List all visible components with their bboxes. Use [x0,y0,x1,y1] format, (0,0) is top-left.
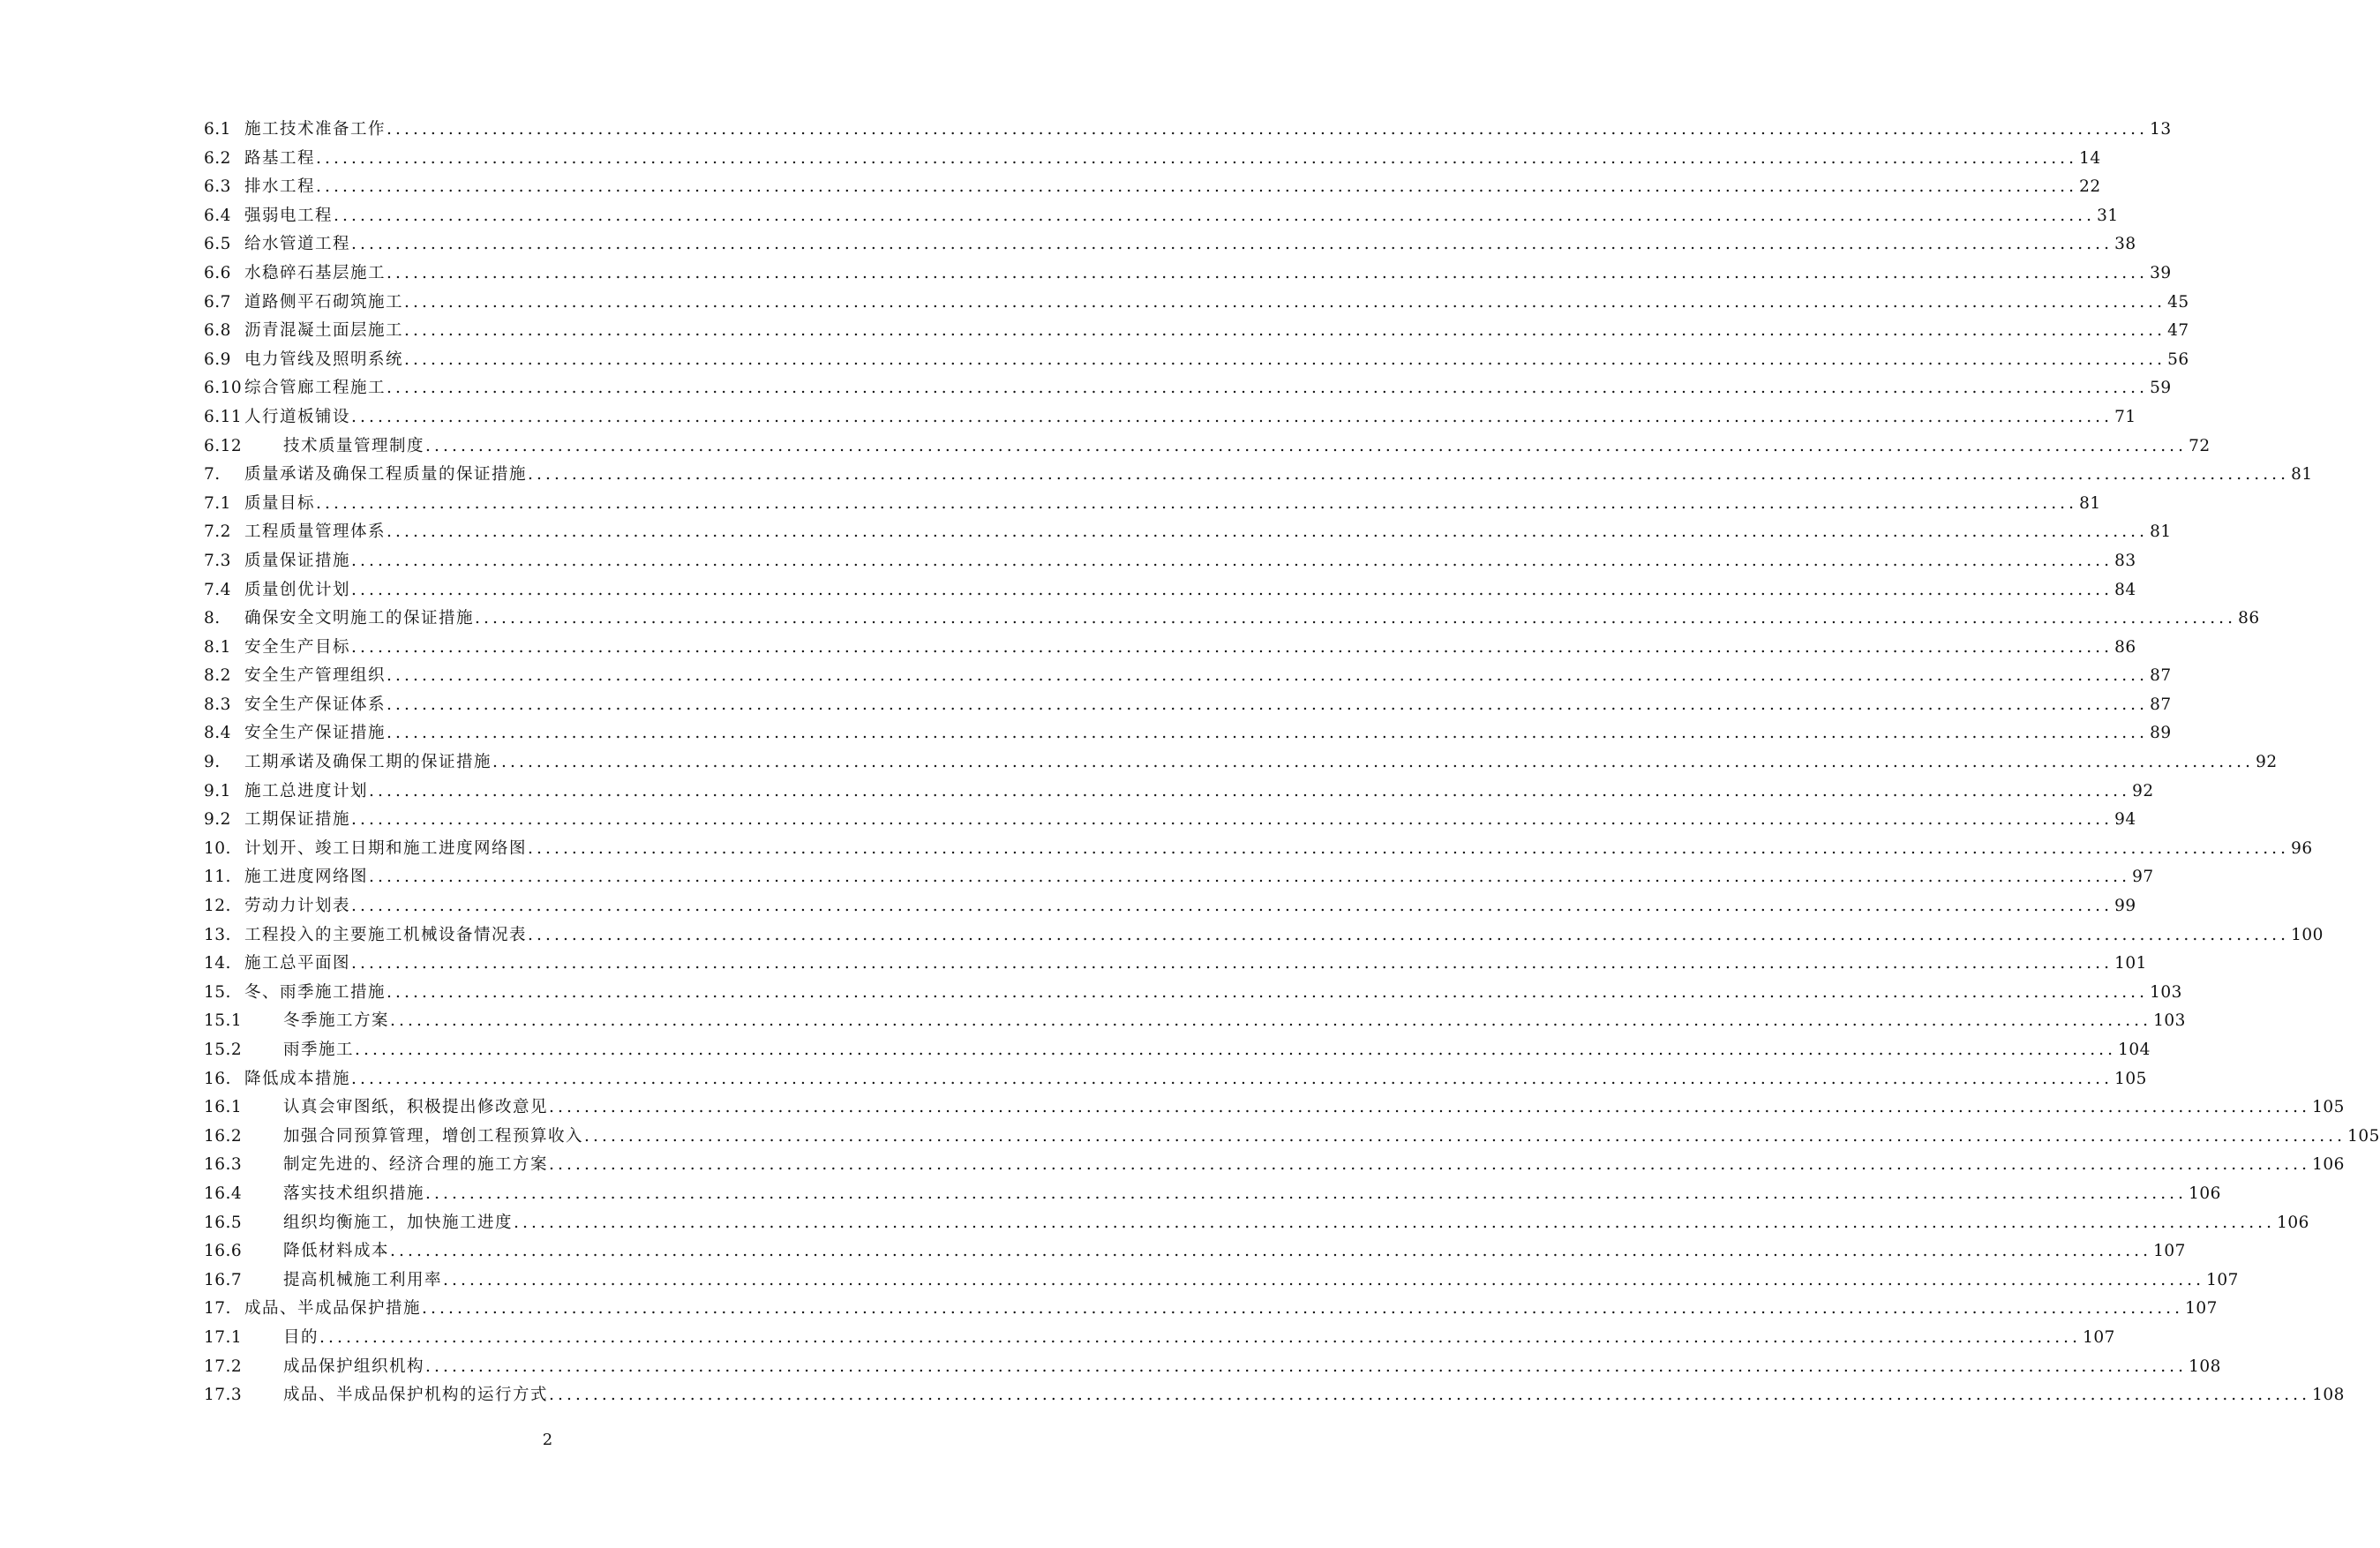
toc-dot-leader: ........................................................................................................................................................................................................ [369,868,2131,887]
toc-entry-title: 质量承诺及确保工程质量的保证措施 [244,465,528,485]
toc-dot-leader: ........................................................................................................................................................................................................ [387,666,2149,686]
toc-entry[interactable] [204,461,2313,490]
toc-entry[interactable] [204,806,2136,835]
toc-entry[interactable] [204,1295,2218,1324]
toc-entry-number: 9. [204,753,221,772]
toc-entry[interactable] [204,1353,2221,1382]
toc-entry-page: 22 [2079,177,2101,197]
toc-entry[interactable] [204,1324,2115,1353]
toc-entry-number: 16. [204,1069,231,1088]
toc-entry-title: 组织均衡施工，加快施工进度 [283,1213,514,1232]
toc-entry[interactable] [204,173,2101,202]
toc-entry-number: 13. [204,925,231,944]
toc-entry[interactable] [204,374,2172,403]
toc-entry[interactable] [204,576,2136,605]
toc-entry[interactable] [204,979,2182,1008]
toc-dot-leader: ........................................................................................................................................................................................................ [390,1011,2152,1031]
toc-entry-page: 100 [2291,925,2324,944]
toc-entry[interactable] [204,1266,2239,1296]
toc-dot-leader: ........................................................................................................................................................................................................ [492,753,2255,772]
toc-entry[interactable] [204,662,2172,691]
toc-entry-page: 104 [2118,1041,2151,1059]
toc-dot-leader: ........................................................................................................................................................................................................ [390,1242,2152,1261]
toc-entry-page: 39 [2150,263,2172,282]
toc-entry-title: 成品保护组织机构 [283,1356,425,1376]
toc-dot-leader: ........................................................................................................................................................................................................ [549,1155,2311,1175]
toc-entry[interactable] [204,748,2278,778]
toc-entry-page: 105 [2114,1069,2147,1088]
toc-entry[interactable] [204,432,2211,462]
toc-entry[interactable] [204,547,2136,576]
toc-entry-number: 11. [204,868,231,887]
toc-entry-page: 99 [2114,897,2136,916]
toc-entry[interactable] [204,1065,2147,1094]
toc-dot-leader: ........................................................................................................................................................................................................ [528,925,2290,944]
toc-entry-number: 16.1 [204,1098,243,1117]
toc-entry-number: 16.5 [204,1213,243,1232]
toc-entry-page: 87 [2150,695,2172,714]
toc-entry-number: 6.7 [204,292,231,312]
toc-entry-page: 84 [2114,580,2136,599]
toc-entry-title: 安全生产保证措施 [244,724,387,743]
toc-entry-page: 92 [2256,753,2278,772]
toc-entry-title: 施工技术准备工作 [244,120,387,139]
toc-entry-page: 89 [2150,724,2172,743]
toc-entry-title: 电力管线及照明系统 [244,349,404,369]
toc-entry-page: 92 [2132,781,2154,800]
toc-entry-title: 施工总平面图 [244,954,351,973]
toc-entry-title: 提高机械施工利用率 [283,1270,443,1289]
toc-entry-page: 97 [2132,868,2154,887]
toc-entry-number: 15. [204,982,231,1002]
toc-entry-title: 给水管道工程 [244,235,351,254]
toc-entry-number: 6.8 [204,321,231,341]
toc-entry-number: 12. [204,897,231,916]
toc-entry-page: 72 [2189,436,2211,455]
toc-dot-leader: ........................................................................................................................................................................................................ [387,982,2149,1002]
toc-entry-page: 14 [2079,148,2101,168]
toc-entry-page: 106 [2277,1213,2309,1232]
table-of-contents [204,116,2380,1410]
toc-dot-leader: ........................................................................................................................................................................................................ [316,493,2078,513]
toc-entry-number: 17.3 [204,1386,243,1405]
toc-entry[interactable] [204,1237,2186,1266]
toc-entry-page: 38 [2114,235,2136,254]
toc-entry-number: 6.9 [204,349,231,369]
toc-dot-leader: ........................................................................................................................................................................................................ [404,321,2166,341]
toc-entry-title: 水稳碎石基层施工 [244,263,387,282]
toc-entry-title: 人行道板铺设 [244,407,351,426]
toc-dot-leader: ........................................................................................................................................................................................................ [387,263,2149,282]
toc-entry[interactable] [204,317,2189,346]
toc-entry-number: 15.2 [204,1041,243,1059]
toc-dot-leader: ........................................................................................................................................................................................................ [387,522,2149,542]
toc-entry[interactable] [204,691,2172,720]
toc-dot-leader: ........................................................................................................................................................................................................ [514,1213,2276,1232]
toc-entry-page: 59 [2150,379,2172,398]
toc-entry-page: 45 [2167,292,2189,312]
toc-entry[interactable] [204,145,2101,174]
toc-entry-page: 86 [2238,609,2260,628]
toc-entry-number: 16.3 [204,1155,243,1175]
toc-entry[interactable] [204,1180,2221,1209]
toc-dot-leader: ........................................................................................................................................................................................................ [351,580,2113,599]
toc-entry-title: 确保安全文明施工的保证措施 [244,609,475,628]
toc-entry-page: 108 [2189,1356,2221,1376]
toc-dot-leader: ........................................................................................................................................................................................................ [425,1356,2188,1376]
toc-entry-page: 96 [2291,838,2313,858]
toc-entry-title: 成品、半成品保护机构的运行方式 [283,1386,549,1405]
toc-entry-number: 7.4 [204,580,231,599]
toc-entry-title: 成品、半成品保护措施 [244,1299,422,1319]
toc-entry-page: 81 [2291,465,2313,485]
toc-dot-leader: ........................................................................................................................................................................................................ [549,1386,2311,1405]
toc-entry-title: 路基工程 [244,148,316,168]
toc-dot-leader: ........................................................................................................................................................................................................ [351,954,2113,973]
toc-dot-leader: ........................................................................................................................................................................................................ [351,235,2113,254]
toc-dot-leader: ........................................................................................................................................................................................................ [355,1041,2117,1059]
toc-dot-leader: ........................................................................................................................................................................................................ [351,551,2113,570]
toc-dot-leader: ........................................................................................................................................................................................................ [404,292,2166,312]
toc-entry-number: 17.2 [204,1356,243,1376]
toc-entry[interactable] [204,346,2189,375]
toc-entry-title: 工程投入的主要施工机械设备情况表 [244,925,528,944]
toc-entry-number: 14. [204,954,231,973]
toc-dot-leader: ........................................................................................................................................................................................................ [443,1270,2205,1289]
toc-entry[interactable] [204,518,2172,547]
toc-entry[interactable] [204,605,2260,634]
toc-entry-title: 沥青混凝土面层施工 [244,321,404,341]
toc-entry-number: 16.2 [204,1126,243,1146]
toc-dot-leader: ........................................................................................................................................................................................................ [387,379,2149,398]
toc-entry-page: 86 [2114,637,2136,657]
toc-entry-number: 6.5 [204,235,231,254]
toc-entry-number: 10. [204,838,231,858]
toc-dot-leader: ........................................................................................................................................................................................................ [528,838,2290,858]
toc-entry-page: 107 [2185,1299,2218,1319]
toc-entry-page: 56 [2167,349,2189,369]
toc-entry-page: 107 [2153,1242,2186,1261]
toc-entry-page: 94 [2114,810,2136,830]
toc-entry-page: 107 [2083,1327,2115,1347]
toc-entry-number: 15.1 [204,1011,243,1031]
toc-entry[interactable] [204,719,2172,748]
toc-entry-title: 加强合同预算管理，增创工程预算收入 [283,1126,584,1146]
toc-entry[interactable] [204,921,2324,951]
toc-dot-leader: ........................................................................................................................................................................................................ [334,206,2096,225]
toc-entry-page: 108 [2312,1386,2345,1405]
toc-entry-title: 施工进度网络图 [244,868,369,887]
toc-entry-number: 6.4 [204,206,231,225]
toc-dot-leader: ........................................................................................................................................................................................................ [549,1098,2311,1117]
toc-entry-page: 31 [2097,206,2119,225]
toc-dot-leader: ........................................................................................................................................................................................................ [316,148,2078,168]
toc-entry-page: 101 [2114,954,2147,973]
toc-entry-number: 8.4 [204,724,231,743]
toc-entry-title: 排水工程 [244,177,316,197]
toc-entry-page: 107 [2206,1270,2239,1289]
toc-entry-number: 6.12 [204,436,243,455]
toc-entry-title: 强弱电工程 [244,206,334,225]
toc-entry-title: 安全生产目标 [244,637,351,657]
toc-entry[interactable] [204,230,2136,259]
toc-entry-number: 7.2 [204,522,231,542]
toc-entry-title: 质量目标 [244,493,316,513]
toc-entry-number: 7.3 [204,551,231,570]
toc-entry-title: 冬、雨季施工措施 [244,982,387,1002]
toc-entry-title: 综合管廊工程施工 [244,379,387,398]
toc-entry-page: 106 [2189,1184,2221,1203]
toc-entry-title: 雨季施工 [283,1041,355,1059]
toc-entry[interactable] [204,403,2136,432]
toc-entry[interactable] [204,634,2136,663]
toc-entry[interactable] [204,116,2172,145]
toc-entry-page: 47 [2167,321,2189,341]
toc-entry-title: 工期承诺及确保工期的保证措施 [244,753,492,772]
toc-entry-number: 16.7 [204,1270,243,1289]
toc-entry-number: 6.3 [204,177,231,197]
toc-dot-leader: ........................................................................................................................................................................................................ [351,637,2113,657]
toc-entry-number: 17.1 [204,1327,243,1347]
toc-entry[interactable] [204,1007,2186,1036]
toc-entry-number: 17. [204,1299,231,1319]
toc-entry-page: 71 [2114,407,2136,426]
toc-dot-leader: ........................................................................................................................................................................................................ [584,1126,2346,1146]
toc-entry-title: 工期保证措施 [244,810,351,830]
toc-entry[interactable] [204,863,2154,892]
toc-entry[interactable] [204,892,2136,921]
toc-entry-title: 道路侧平石砌筑施工 [244,292,404,312]
toc-dot-leader: ........................................................................................................................................................................................................ [387,724,2149,743]
toc-dot-leader: ........................................................................................................................................................................................................ [369,781,2131,800]
toc-dot-leader: ........................................................................................................................................................................................................ [387,120,2149,139]
toc-entry-number: 16.4 [204,1184,243,1203]
toc-entry-page: 103 [2153,1011,2186,1031]
toc-dot-leader: ........................................................................................................................................................................................................ [316,177,2078,197]
toc-entry-page: 103 [2150,982,2182,1002]
toc-dot-leader: ........................................................................................................................................................................................................ [351,1069,2113,1088]
toc-entry-number: 6.11 [204,407,243,426]
toc-entry[interactable] [204,289,2189,318]
toc-dot-leader: ........................................................................................................................................................................................................ [528,465,2290,485]
toc-entry-number: 16.6 [204,1242,243,1261]
toc-entry-title: 落实技术组织措施 [283,1184,425,1203]
toc-dot-leader: ........................................................................................................................................................................................................ [425,1184,2188,1203]
toc-entry-title: 质量保证措施 [244,551,351,570]
toc-entry-title: 降低材料成本 [283,1242,390,1261]
toc-entry-page: 106 [2312,1155,2345,1175]
toc-entry-page: 81 [2150,522,2172,542]
toc-entry-title: 质量创优计划 [244,580,351,599]
toc-entry-number: 6.2 [204,148,231,168]
toc-entry-title: 制定先进的、经济合理的施工方案 [283,1155,549,1175]
toc-entry[interactable] [204,490,2101,519]
toc-entry[interactable] [204,950,2147,979]
toc-entry-title: 降低成本措施 [244,1069,351,1088]
toc-entry-title: 施工总进度计划 [244,781,369,800]
toc-entry-number: 8. [204,609,221,628]
toc-entry[interactable] [204,778,2154,807]
toc-entry[interactable] [204,835,2313,864]
toc-entry[interactable] [204,1151,2345,1180]
toc-entry-number: 8.2 [204,666,231,686]
toc-entry-number: 9.1 [204,781,231,800]
toc-entry[interactable] [204,202,2119,231]
toc-entry-title: 工程质量管理体系 [244,522,387,542]
toc-entry-page: 81 [2079,493,2101,513]
toc-entry-title: 技术质量管理制度 [283,436,425,455]
toc-entry-page: 13 [2150,120,2172,139]
toc-dot-leader: ........................................................................................................................................................................................................ [422,1299,2184,1319]
toc-entry[interactable] [204,1036,2151,1065]
toc-dot-leader: ........................................................................................................................................................................................................ [425,436,2188,455]
toc-entry-title: 目的 [283,1327,319,1347]
toc-entry-number: 7.1 [204,493,231,513]
toc-entry-page: 105 [2312,1098,2345,1117]
toc-dot-leader: ........................................................................................................................................................................................................ [351,810,2113,830]
toc-entry-number: 6.10 [204,379,243,398]
toc-dot-leader: ........................................................................................................................................................................................................ [475,609,2237,628]
toc-dot-leader: ........................................................................................................................................................................................................ [351,407,2113,426]
toc-entry-title: 冬季施工方案 [283,1011,390,1031]
page-number: 2 [542,1431,553,1449]
toc-entry[interactable] [204,1123,2380,1152]
toc-entry-page: 87 [2150,666,2172,686]
toc-entry-number: 8.1 [204,637,231,657]
toc-entry-title: 安全生产保证体系 [244,695,387,714]
toc-dot-leader: ........................................................................................................................................................................................................ [319,1327,2082,1347]
toc-entry[interactable] [204,1093,2345,1123]
toc-entry-title: 劳动力计划表 [244,897,351,916]
toc-dot-leader: ........................................................................................................................................................................................................ [351,897,2113,916]
toc-entry-number: 9.2 [204,810,231,830]
toc-entry-number: 6.6 [204,263,231,282]
toc-entry-title: 计划开、竣工日期和施工进度网络图 [244,838,528,858]
toc-entry-page: 105 [2347,1126,2380,1146]
toc-entry-number: 8.3 [204,695,231,714]
toc-entry[interactable] [204,259,2172,289]
toc-entry-page: 83 [2114,551,2136,570]
toc-entry-title: 安全生产管理组织 [244,666,387,686]
toc-entry-number: 7. [204,465,221,485]
toc-dot-leader: ........................................................................................................................................................................................................ [387,695,2149,714]
toc-dot-leader: ........................................................................................................................................................................................................ [404,349,2166,369]
toc-entry-title: 认真会审图纸，积极提出修改意见 [283,1098,549,1117]
toc-entry[interactable] [204,1209,2309,1238]
toc-entry-number: 6.1 [204,120,231,139]
toc-entry[interactable] [204,1381,2345,1410]
